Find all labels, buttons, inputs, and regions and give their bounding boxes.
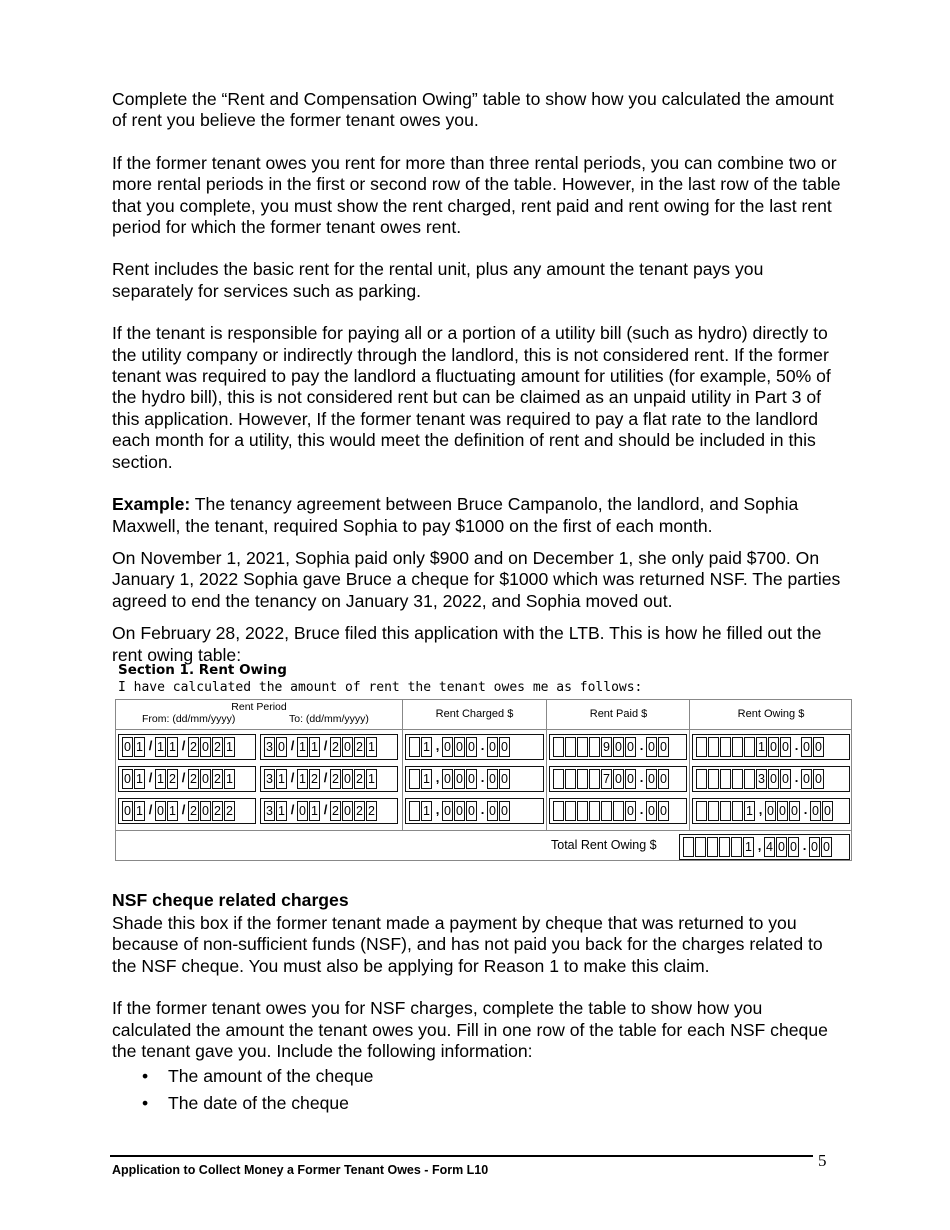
digit-box: 1 [155, 769, 166, 789]
digit-box: 2 [354, 801, 365, 821]
digit-box: 0 [801, 737, 812, 757]
digit-box [409, 737, 420, 757]
row-3-rent-owing-boxes [696, 801, 834, 823]
digit-box: 3 [264, 769, 275, 789]
digit-box: 2 [354, 769, 365, 789]
row-2-rent-paid [549, 766, 687, 792]
digit-box [696, 769, 707, 789]
digit-box: 0 [454, 769, 465, 789]
digit-box: 1 [224, 769, 235, 789]
digit-box: 0 [466, 769, 477, 789]
digit-box: 2 [167, 769, 178, 789]
digit-box [732, 801, 743, 821]
payment-history-paragraph: On November 1, 2021, Sophia paid only $900 and on December 1, she only paid $700. On January 1, 2022 Sophia gave Bruce a cheque for $1000 which was returned NSF. The parties agreed to end the tenancy on January 31, 2022, and Sophia moved out. [112, 547, 841, 611]
rent-includes-paragraph: Rent includes the basic rent for the rental unit, plus any amount the tenant pays you separately for services such as parking. [112, 259, 764, 301]
digit-box: 0 [813, 769, 824, 789]
row-3-rent-charged [405, 798, 544, 824]
digit-box: 1 [421, 737, 432, 757]
date-separator: / [290, 738, 295, 753]
digit-box [719, 837, 730, 857]
money-separator: , [435, 738, 440, 753]
rental-periods-paragraph: If the former tenant owes you rent for more than three rental periods, you can combine two or more rental periods in the first or second row of the table. However, in the last row of the table that you complete, you must show the rent charged, rent paid and rent owing for the last rent period for which the former tenant owes rent. [112, 152, 841, 238]
digit-box [708, 737, 719, 757]
digit-box: 0 [613, 737, 624, 757]
digit-box: 3 [264, 737, 275, 757]
money-separator: . [802, 838, 807, 853]
digit-box: 0 [342, 737, 353, 757]
digit-box: 0 [821, 837, 832, 857]
digit-box [708, 801, 719, 821]
digit-box [553, 737, 564, 757]
digit-box: 2 [188, 769, 199, 789]
digit-box: 1 [276, 769, 287, 789]
digit-box: 0 [200, 769, 211, 789]
digit-box: 0 [200, 801, 211, 821]
list-item [112, 1066, 842, 1087]
footer-form-title: Application to Collect Money a Former Tenant Owes - Form L10 [112, 1163, 489, 1177]
digit-box: 1 [167, 737, 178, 757]
date-separator: / [148, 770, 153, 785]
total-rent-owing-boxes [683, 837, 833, 859]
digit-box: 0 [810, 801, 821, 821]
digit-box: 0 [780, 769, 791, 789]
row-1-from-date [118, 734, 256, 760]
digit-box [696, 737, 707, 757]
digit-box: 1 [743, 837, 754, 857]
digit-box: 0 [342, 801, 353, 821]
digit-box: 1 [134, 769, 145, 789]
digit-box: 1 [276, 801, 287, 821]
list-item [112, 1093, 842, 1114]
digit-box: 2 [366, 801, 377, 821]
digit-box [577, 801, 588, 821]
digit-box [565, 737, 576, 757]
row-3-rent-paid [549, 798, 687, 824]
row-2-rent-paid-boxes [553, 769, 670, 791]
digit-box: 0 [658, 769, 669, 789]
row-2-rent-owing [692, 766, 850, 792]
digit-box: 1 [155, 737, 166, 757]
digit-box: 1 [421, 769, 432, 789]
header-from: From: (dd/mm/yyyy) [142, 713, 236, 725]
digit-box [613, 801, 624, 821]
digit-box [732, 737, 743, 757]
digit-box: 0 [442, 737, 453, 757]
row-3-rent-charged-boxes [409, 801, 511, 823]
digit-box: 0 [789, 801, 800, 821]
digit-box: 2 [212, 737, 223, 757]
utility-paragraph: If the tenant is responsible for paying all or a portion of a utility bill (such as hydro) directly to the utility company or indirectly through the landlord, this is not considered rent. If the former tenant was required to pay the landlord a fluctuating amount for utilities (for example, 50% of the hydro bill), this is not considered rent but can be claimed as an unpaid utility in Part 3 of this application. However, If the former tenant was required to pay a flat rate to the landlord each month for a utility, this would meet the definition of rent and should be included in this section. [112, 323, 831, 472]
digit-box: 1 [309, 737, 320, 757]
digit-box: 0 [342, 769, 353, 789]
row-1-rent-charged-boxes [409, 737, 511, 759]
digit-box [683, 837, 694, 857]
digit-box: 1 [297, 737, 308, 757]
row-1-rent-paid [549, 734, 687, 760]
column-divider [689, 700, 690, 831]
digit-box: 2 [224, 801, 235, 821]
digit-box: 1 [167, 801, 178, 821]
digit-box: 0 [801, 769, 812, 789]
digit-box: 0 [658, 737, 669, 757]
digit-box: 0 [499, 769, 510, 789]
header-rent-paid: Rent Paid $ [589, 708, 648, 720]
money-separator: , [435, 802, 440, 817]
digit-box: 0 [487, 801, 498, 821]
digit-box: 0 [646, 801, 657, 821]
row-2-from-date-boxes [122, 769, 236, 791]
row-1-rent-owing-boxes [696, 737, 825, 759]
digit-box: 0 [768, 769, 779, 789]
digit-box: 1 [297, 769, 308, 789]
date-separator: / [290, 770, 295, 785]
digit-box [409, 801, 420, 821]
digit-box [720, 801, 731, 821]
bullet-icon: • [142, 1092, 149, 1113]
digit-box [720, 769, 731, 789]
digit-box: 2 [330, 737, 341, 757]
money-separator: . [639, 738, 644, 753]
digit-box: 3 [756, 769, 767, 789]
digit-box: 2 [212, 801, 223, 821]
example-label: Example: [112, 494, 191, 515]
digit-box [731, 837, 742, 857]
digit-box [589, 801, 600, 821]
digit-box [707, 837, 718, 857]
header-rent-period: Rent Period [231, 701, 287, 713]
digit-box: 0 [646, 769, 657, 789]
digit-box: 0 [813, 737, 824, 757]
money-separator: . [803, 802, 808, 817]
date-separator: / [148, 802, 153, 817]
money-separator: . [480, 802, 485, 817]
nsf-info-list [112, 1066, 842, 1114]
digit-box [732, 769, 743, 789]
digit-box [589, 769, 600, 789]
digit-box: 7 [601, 769, 612, 789]
digit-box: 0 [466, 801, 477, 821]
digit-box: 0 [487, 737, 498, 757]
money-separator: . [480, 738, 485, 753]
money-separator: . [794, 770, 799, 785]
digit-box: 0 [776, 837, 787, 857]
digit-box: 1 [744, 801, 755, 821]
intro-paragraph: Complete the “Rent and Compensation Owing” table to show how you calculated the amount of rent you believe the former tenant owes you. [112, 89, 834, 131]
total-rent-owing-label: Total Rent Owing $ [551, 838, 657, 852]
digit-box: 0 [625, 801, 636, 821]
digit-box: 0 [499, 801, 510, 821]
row-1-to-date [260, 734, 398, 760]
nsf-heading: NSF cheque related charges [112, 890, 349, 910]
digit-box: 0 [454, 737, 465, 757]
row-2-rent-charged-boxes [409, 769, 511, 791]
digit-box [565, 769, 576, 789]
row-2-from-date [118, 766, 256, 792]
digit-box [744, 769, 755, 789]
money-separator: . [639, 770, 644, 785]
digit-box: 2 [330, 769, 341, 789]
digit-box: 0 [777, 801, 788, 821]
row-1-to-date-boxes [264, 737, 378, 759]
digit-box: 4 [764, 837, 775, 857]
page-number: 5 [818, 1151, 827, 1170]
digit-box: 2 [212, 769, 223, 789]
digit-box: 1 [309, 801, 320, 821]
digit-box [553, 801, 564, 821]
date-separator: / [290, 802, 295, 817]
digit-box [720, 737, 731, 757]
total-rent-owing [679, 834, 850, 860]
digit-box [577, 769, 588, 789]
digit-box: 0 [499, 737, 510, 757]
digit-box: 0 [442, 769, 453, 789]
row-3-rent-paid-boxes [553, 801, 670, 823]
example-paragraph [112, 494, 842, 537]
digit-box [744, 737, 755, 757]
digit-box: 2 [188, 801, 199, 821]
rent-owing-table [115, 699, 852, 861]
money-separator: . [794, 738, 799, 753]
digit-box: 0 [466, 737, 477, 757]
list-item-text: The date of the cheque [168, 1092, 349, 1113]
money-separator: , [435, 770, 440, 785]
digit-box: 1 [366, 737, 377, 757]
digit-box: 0 [200, 737, 211, 757]
digit-box: 0 [454, 801, 465, 821]
digit-box [696, 801, 707, 821]
filing-paragraph: On February 28, 2022, Bruce filed this application with the LTB. This is how he filled out the rent owing table: [112, 623, 822, 665]
digit-box: 2 [330, 801, 341, 821]
digit-box: 2 [354, 737, 365, 757]
table-header [116, 700, 851, 730]
digit-box [553, 769, 564, 789]
header-rent-charged: Rent Charged $ [435, 708, 514, 720]
date-separator: / [148, 738, 153, 753]
row-1-rent-paid-boxes [553, 737, 670, 759]
digit-box: 0 [122, 801, 133, 821]
digit-box: 0 [297, 801, 308, 821]
total-divider [116, 830, 851, 831]
row-2-to-date-boxes [264, 769, 378, 791]
digit-box: 1 [134, 801, 145, 821]
digit-box: 0 [442, 801, 453, 821]
digit-box: 9 [601, 737, 612, 757]
row-2-to-date [260, 766, 398, 792]
column-divider [546, 700, 547, 831]
digit-box: 0 [122, 737, 133, 757]
digit-box: 0 [765, 801, 776, 821]
money-separator: . [639, 802, 644, 817]
form-section-title: Section 1. Rent Owing [118, 662, 287, 678]
digit-box: 0 [625, 737, 636, 757]
digit-box [708, 769, 719, 789]
date-separator: / [181, 738, 186, 753]
row-1-rent-charged [405, 734, 544, 760]
date-separator: / [323, 802, 328, 817]
example-text: The tenancy agreement between Bruce Campanolo, the landlord, and Sophia Maxwell, the tenant, required Sophia to pay $1000 on the first of each month. [112, 494, 799, 536]
money-separator: . [480, 770, 485, 785]
digit-box [601, 801, 612, 821]
row-1-from-date-boxes [122, 737, 236, 759]
digit-box: 0 [658, 801, 669, 821]
digit-box: 1 [224, 737, 235, 757]
digit-box: 0 [613, 769, 624, 789]
digit-box [577, 737, 588, 757]
header-rent-owing: Rent Owing $ [737, 708, 805, 720]
digit-box [409, 769, 420, 789]
digit-box [695, 837, 706, 857]
digit-box: 0 [788, 837, 799, 857]
row-3-rent-owing [692, 798, 850, 824]
digit-box: 2 [309, 769, 320, 789]
digit-box: 0 [768, 737, 779, 757]
document-body [112, 89, 842, 666]
digit-box [565, 801, 576, 821]
list-item-text: The amount of the cheque [168, 1066, 374, 1087]
digit-box: 0 [780, 737, 791, 757]
digit-box: 1 [134, 737, 145, 757]
digit-box: 1 [366, 769, 377, 789]
nsf-shade-paragraph: Shade this box if the former tenant made a payment by cheque that was returned to you because of non-sufficient funds (NSF), and has not paid you back for the charges related to the NSF cheque. You must also be applying for Reason 1 to make this claim. [112, 913, 823, 976]
digit-box: 0 [122, 769, 133, 789]
form-subtitle: I have calculated the amount of rent the tenant owes me as follows: [118, 680, 643, 695]
rent-owing-form [112, 661, 854, 854]
row-3-to-date [260, 798, 398, 824]
row-3-from-date-boxes [122, 801, 236, 823]
column-divider [402, 700, 403, 831]
money-separator: , [757, 838, 762, 853]
digit-box: 1 [756, 737, 767, 757]
digit-box [589, 737, 600, 757]
bullet-icon: • [142, 1066, 149, 1087]
date-separator: / [181, 802, 186, 817]
footer-rule [110, 1155, 813, 1157]
digit-box: 0 [809, 837, 820, 857]
digit-box: 3 [264, 801, 275, 821]
header-to: To: (dd/mm/yyyy) [289, 713, 369, 725]
digit-box: 0 [276, 737, 287, 757]
row-3-from-date [118, 798, 256, 824]
digit-box: 0 [646, 737, 657, 757]
nsf-table-paragraph: If the former tenant owes you for NSF charges, complete the table to show how you calculated the amount the tenant owes you. Fill in one row of the table for each NSF cheque the tenant gave you. Include the following information: [112, 998, 828, 1062]
date-separator: / [181, 770, 186, 785]
date-separator: / [323, 738, 328, 753]
row-3-to-date-boxes [264, 801, 378, 823]
digit-box: 1 [421, 801, 432, 821]
digit-box: 2 [188, 737, 199, 757]
row-2-rent-owing-boxes [696, 769, 825, 791]
money-separator: , [758, 802, 763, 817]
row-2-rent-charged [405, 766, 544, 792]
digit-box: 0 [487, 769, 498, 789]
nsf-section [112, 889, 842, 1119]
date-separator: / [323, 770, 328, 785]
digit-box: 0 [155, 801, 166, 821]
digit-box: 0 [822, 801, 833, 821]
row-1-rent-owing [692, 734, 850, 760]
digit-box: 0 [625, 769, 636, 789]
